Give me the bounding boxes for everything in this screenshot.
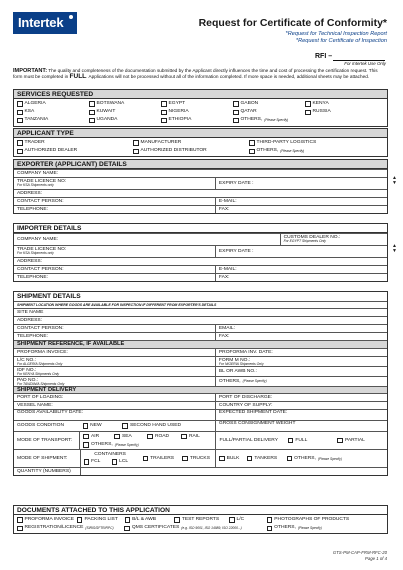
exporter-contact-field[interactable]: CONTACT PERSON: bbox=[17, 199, 64, 204]
checkbox[interactable] bbox=[249, 149, 255, 155]
service-botswana[interactable]: BOTSWANA bbox=[86, 100, 158, 108]
doc-others[interactable]: OTHERS, (Please Specify) bbox=[264, 524, 387, 532]
documents-title: DOCUMENTS ATTACHED TO THIS APPLICATION bbox=[14, 506, 387, 515]
checkbox[interactable] bbox=[182, 456, 188, 462]
exporter-licence-field[interactable]: TRADE LICENCE NO: For KSA Shipments only bbox=[17, 179, 67, 187]
site-contact-field[interactable]: CONTACT PERSON: bbox=[17, 326, 64, 331]
expand-arrows-icon[interactable]: ▲ ▼ bbox=[392, 175, 397, 186]
exporter-company-field[interactable]: COMPANY NAME: bbox=[17, 171, 59, 176]
important-notice bbox=[13, 68, 388, 81]
doc-bl-awb[interactable]: B/L & AWB bbox=[122, 516, 172, 524]
checkbox[interactable] bbox=[89, 101, 95, 107]
checkbox[interactable] bbox=[112, 459, 118, 465]
service-algeria[interactable]: ALGERIA bbox=[14, 100, 86, 108]
checkbox[interactable] bbox=[125, 517, 131, 523]
applicant-distributor[interactable]: AUTHORIZED DISTRIBUTOR bbox=[130, 147, 246, 155]
delivery-full[interactable]: FULL bbox=[285, 432, 335, 449]
exporter-address-field[interactable]: ADDRESS: bbox=[17, 191, 43, 196]
importer-expiry-field[interactable]: EXPIRY DATE : bbox=[215, 246, 387, 257]
checkbox[interactable] bbox=[114, 434, 120, 440]
checkbox[interactable] bbox=[83, 423, 89, 429]
documents-section bbox=[13, 505, 388, 534]
service-others[interactable]: OTHERS, (Please Specify) bbox=[230, 116, 302, 124]
applicant-trader[interactable]: TRADER bbox=[14, 139, 130, 147]
checkbox[interactable] bbox=[249, 140, 255, 146]
importer-contact-field[interactable]: CONTACT PERSON: bbox=[17, 267, 64, 272]
service-kuwait[interactable]: KUWAIT bbox=[86, 108, 158, 116]
exporter-fax-field[interactable]: FAX: bbox=[215, 206, 387, 213]
checkbox[interactable] bbox=[181, 434, 187, 440]
checkbox[interactable] bbox=[161, 110, 167, 116]
exporter-expiry-field[interactable]: EXPIRY DATE : bbox=[215, 178, 387, 189]
importer-email-field[interactable]: E-MAIL: bbox=[215, 266, 387, 273]
shipment-title: SHIPMENT DETAILS bbox=[14, 292, 387, 301]
importer-section bbox=[13, 223, 388, 282]
checkbox[interactable] bbox=[247, 456, 253, 462]
quantity-label: QUANTITY (NUMBERS) bbox=[17, 469, 71, 475]
gross-weight-field[interactable]: GROSS CONSIGNMENT WEIGHT bbox=[215, 421, 387, 431]
condition-second-hand[interactable]: SECOND HAND USED bbox=[119, 421, 214, 431]
importer-telephone-field[interactable]: TELEPHONE: bbox=[17, 275, 48, 280]
applicant-title: APPLICANT TYPE bbox=[14, 129, 387, 138]
footer-page: Page 1 of 4 bbox=[365, 556, 387, 561]
doc-photographs[interactable]: PHOTOGRAPHS OF PRODUCTS bbox=[264, 516, 387, 524]
checkbox[interactable] bbox=[337, 438, 343, 444]
shipment-trucks[interactable]: TRUCKS bbox=[179, 450, 215, 467]
importer-fax-field[interactable]: FAX: bbox=[215, 274, 387, 281]
shipment-others[interactable]: OTHERS, (Please Specify) bbox=[284, 450, 387, 467]
checkbox[interactable] bbox=[143, 456, 149, 462]
checkbox[interactable] bbox=[17, 101, 23, 107]
page-title: Request for Certificate of Conformity* bbox=[198, 17, 387, 29]
expand-arrows-icon[interactable]: ▲ ▼ bbox=[392, 243, 397, 254]
checkbox[interactable] bbox=[17, 118, 23, 124]
doc-lc[interactable]: L/C bbox=[226, 516, 264, 524]
applicant-others[interactable]: OTHERS, (Please Specify) bbox=[246, 147, 387, 155]
rfi-note: For Intertek Use Only bbox=[344, 61, 386, 66]
subtitle-inspection: *Request for Certificate of Inspection bbox=[295, 38, 387, 44]
applicant-section bbox=[13, 128, 388, 157]
checkbox[interactable] bbox=[219, 456, 225, 462]
checkbox[interactable] bbox=[161, 101, 167, 107]
services-section bbox=[13, 89, 388, 127]
checkbox[interactable] bbox=[287, 456, 293, 462]
proforma-field[interactable]: PROFORMA INVOICE: bbox=[17, 349, 68, 355]
service-nigeria[interactable]: NIGERIA bbox=[158, 108, 230, 116]
checkbox[interactable] bbox=[124, 526, 130, 532]
containers-label: CONTAINERS bbox=[94, 452, 126, 458]
service-ethiopia[interactable]: ETHIOPIA bbox=[158, 116, 230, 124]
goods-condition-label: GOODS CONDITION bbox=[17, 423, 65, 429]
checkbox[interactable] bbox=[133, 149, 139, 155]
condition-new[interactable]: NEW bbox=[80, 421, 120, 431]
port-discharge-field[interactable]: PORT OF DISCHARGE: bbox=[215, 394, 387, 401]
checkbox[interactable] bbox=[233, 110, 239, 116]
intertek-logo bbox=[13, 12, 77, 34]
checkbox[interactable] bbox=[83, 434, 89, 440]
service-ksa[interactable]: KSA bbox=[14, 108, 86, 116]
delivery-partial[interactable]: PARTIAL bbox=[334, 432, 387, 449]
doc-registration[interactable]: REGISTRATION/LICENCE (SIRIS/SFTR/RPC) bbox=[14, 524, 121, 532]
checkbox[interactable] bbox=[17, 149, 23, 155]
bl-field[interactable]: BL OR AWB NO.: bbox=[215, 367, 387, 376]
checkbox[interactable] bbox=[233, 101, 239, 107]
checkbox[interactable] bbox=[122, 423, 128, 429]
service-egypt[interactable]: EGYPT bbox=[158, 100, 230, 108]
checkbox[interactable] bbox=[305, 101, 311, 107]
transport-rail[interactable]: RAIL bbox=[178, 433, 214, 441]
applicant-dealer[interactable]: AUTHORIZED DEALER bbox=[14, 147, 130, 155]
checkbox[interactable] bbox=[305, 110, 311, 116]
transport-air[interactable]: AIR bbox=[80, 433, 111, 441]
important-text-1: The quality and completeness of the documentation submitted by the Applicant directly influences the time and cost of processing the certification request. This form must be completed in bbox=[13, 68, 378, 80]
importer-company-field[interactable]: COMPANY NAME: bbox=[17, 237, 59, 242]
checkbox[interactable] bbox=[89, 118, 95, 124]
containers-group bbox=[80, 450, 140, 467]
shipment-trailers[interactable]: TRAILERS bbox=[140, 450, 180, 467]
expected-shipment-field[interactable]: EXPECTED SHIPMENT DATE: bbox=[215, 410, 387, 420]
mode-transport-label: MODE OF TRANSPORT: bbox=[17, 438, 72, 444]
checkbox[interactable] bbox=[161, 118, 167, 124]
checkbox[interactable] bbox=[17, 526, 23, 532]
checkbox[interactable] bbox=[84, 459, 90, 465]
doc-packing-list[interactable]: PACKING LIST bbox=[74, 516, 122, 524]
vessel-field[interactable]: VESSEL NAME: bbox=[17, 403, 53, 409]
checkbox[interactable] bbox=[267, 526, 273, 532]
delivery-label: FULL/PARTIAL DELIVERY bbox=[215, 432, 284, 449]
exporter-email-field[interactable]: E-MAIL: bbox=[215, 198, 387, 205]
importer-address-field[interactable]: ADDRESS: bbox=[17, 259, 43, 264]
services-title: SERVICES REQUESTED bbox=[14, 90, 387, 99]
form-m-field[interactable]: FORM M NO.: For NIGERIA Shipments Only bbox=[215, 357, 387, 366]
reference-others-field[interactable]: OTHERS, (Please Specify) bbox=[215, 377, 387, 386]
shipment-lcl[interactable]: LCL bbox=[109, 458, 139, 466]
site-email-field[interactable]: EMAIL: bbox=[215, 325, 387, 332]
service-qatar[interactable]: QATAR bbox=[230, 108, 302, 116]
checkbox[interactable] bbox=[89, 110, 95, 116]
importer-licence-field[interactable]: TRADE LICENCE NO: For KSA Shipments only bbox=[17, 247, 67, 255]
shipment-location-note: SHIPMENT LOCATION WHERE GOODS ARE AVAILABLE FOR INSPECTION IF DIFFERENT FROM EXPORTER'S DETAILS bbox=[14, 301, 387, 308]
service-russia[interactable]: RUSSIA bbox=[302, 108, 389, 116]
checkbox[interactable] bbox=[233, 118, 239, 124]
transport-others[interactable]: OTHERS, (Please Specify) bbox=[80, 441, 215, 449]
doc-qms[interactable]: QMS CERTIFICATES (e.g. ISO 9001, ISO 14989, ISO 22000...) bbox=[121, 524, 263, 532]
checkbox[interactable] bbox=[288, 438, 294, 444]
checkbox[interactable] bbox=[17, 110, 23, 116]
shipment-fcl[interactable]: FCL bbox=[81, 458, 109, 466]
site-telephone-field[interactable]: TELEPHONE: bbox=[17, 334, 48, 339]
service-kenya[interactable]: KENYA bbox=[302, 100, 389, 108]
site-fax-field[interactable]: FAX: bbox=[215, 333, 387, 340]
exporter-telephone-field[interactable]: TELEPHONE: bbox=[17, 207, 48, 212]
applicant-manufacturer[interactable]: MANUFACTURER bbox=[130, 139, 246, 147]
service-tanzania[interactable]: TANZANIA bbox=[14, 116, 86, 124]
importer-title: IMPORTER DETAILS bbox=[14, 224, 387, 233]
important-label: IMPORTANT: bbox=[13, 68, 48, 74]
proforma-date-field[interactable]: PROFORMA INV. DATE: bbox=[215, 349, 387, 356]
transport-sea[interactable]: SEA bbox=[111, 433, 144, 441]
exporter-section bbox=[13, 159, 388, 214]
doc-proforma[interactable]: PROFORMA INVOICE bbox=[14, 516, 74, 524]
transport-road[interactable]: ROAD bbox=[144, 433, 178, 441]
idf-field[interactable]: IDF NO.: For KENYA Shipments Only bbox=[17, 367, 60, 376]
subtitle-technical: *Request for Technical Inspection Report bbox=[285, 31, 387, 37]
service-gabon[interactable]: GABON bbox=[230, 100, 302, 108]
importer-customs-field[interactable]: CUSTOMS DEALER NO.: For EGYPT Shipments Only bbox=[280, 234, 387, 245]
shipment-reference-title: SHIPMENT REFERENCE, IF AVAILABLE bbox=[14, 340, 387, 348]
applicant-3pl[interactable]: THIRD-PARTY LOGISTICS bbox=[246, 139, 387, 147]
checkbox[interactable] bbox=[229, 517, 235, 523]
rfi-label: RFI – bbox=[315, 53, 333, 60]
service-uganda[interactable]: UGANDA bbox=[86, 116, 158, 124]
shipment-section bbox=[13, 291, 388, 476]
quantity-field[interactable] bbox=[80, 468, 387, 475]
shipment-delivery-title: SHIPMENT DELIVERY bbox=[14, 386, 387, 394]
site-address-field[interactable]: ADDRESS: bbox=[17, 318, 43, 323]
checkbox[interactable] bbox=[147, 434, 153, 440]
shipment-bulk[interactable]: BULK bbox=[215, 450, 244, 467]
logo-dot-icon bbox=[69, 15, 73, 19]
checkbox[interactable] bbox=[17, 140, 23, 146]
checkbox[interactable] bbox=[83, 442, 89, 448]
checkbox[interactable] bbox=[17, 517, 23, 523]
port-loading-field[interactable]: PORT OF LOADING: bbox=[17, 395, 64, 401]
goods-availability-field[interactable]: GOODS AVAILABILITY DATE: bbox=[17, 410, 83, 416]
important-text-2: . Applications will not be processed without all of the information completed. If more space is needed, additional sheets may be attached. bbox=[86, 74, 370, 80]
important-full: FULL bbox=[69, 73, 87, 81]
checkbox[interactable] bbox=[174, 517, 180, 523]
exporter-title: EXPORTER (APPLICANT) DETAILS bbox=[14, 160, 387, 169]
pad-field[interactable]: PAD NO.: For TANZANIA Shipments Only bbox=[17, 377, 65, 386]
site-name-field[interactable]: SITE NAME bbox=[17, 310, 44, 315]
checkbox[interactable] bbox=[133, 140, 139, 146]
checkbox[interactable] bbox=[267, 517, 273, 523]
logo-text: Intertek bbox=[18, 15, 64, 30]
country-supply-field[interactable]: COUNTRY OF SUPPLY: bbox=[215, 402, 387, 409]
mode-shipment-label: MODE OF SHIPMENT: bbox=[17, 456, 68, 462]
doc-test-reports[interactable]: TEST REPORTS bbox=[171, 516, 226, 524]
footer-code: GTS-PM-CAP-FRM-RFC-20 bbox=[332, 550, 387, 555]
checkbox[interactable] bbox=[77, 517, 83, 523]
lc-field[interactable]: L/C NO.: For ALGERIA Shipments Only bbox=[17, 357, 63, 366]
shipment-tankers[interactable]: TANKERS bbox=[244, 450, 284, 467]
